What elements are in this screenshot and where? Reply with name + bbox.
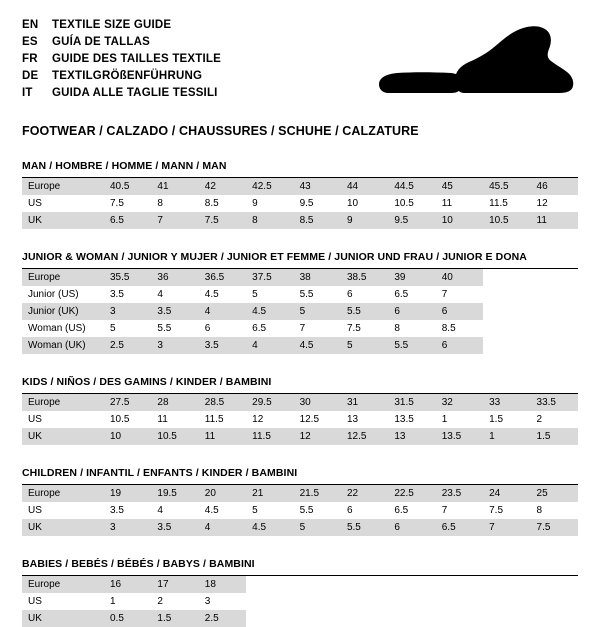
- cell: 31.5: [388, 394, 435, 411]
- cell: 7: [294, 320, 341, 337]
- size-table: [22, 576, 578, 627]
- size-group-junior-woman: [22, 251, 578, 354]
- cell: [531, 593, 578, 610]
- cell: [294, 610, 341, 627]
- cell: 5.5: [294, 286, 341, 303]
- cell: 36: [151, 269, 198, 286]
- cell: 3.5: [151, 519, 198, 536]
- cell: [483, 610, 530, 627]
- cell: 32: [436, 394, 483, 411]
- row-label: UK: [22, 610, 104, 627]
- cell: 8.5: [199, 195, 246, 212]
- cell: 13: [388, 428, 435, 445]
- group-heading: MAN / HOMBRE / HOMME / MANN / MAN: [22, 160, 578, 178]
- cell: 11.5: [483, 195, 530, 212]
- cell: 6: [436, 303, 483, 320]
- cell: 41: [151, 178, 198, 195]
- size-table: [22, 178, 578, 229]
- cell: [483, 593, 530, 610]
- cell: 5.5: [341, 303, 388, 320]
- cell: 5.5: [341, 519, 388, 536]
- cell: 4.5: [246, 303, 293, 320]
- cell: 5: [294, 303, 341, 320]
- cell: 4: [199, 519, 246, 536]
- cell: [531, 576, 578, 593]
- cell: [436, 593, 483, 610]
- language-code: ES: [22, 36, 38, 48]
- row-label: Europe: [22, 178, 104, 195]
- cell: [483, 337, 530, 354]
- row-label: UK: [22, 428, 104, 445]
- cell: 7: [436, 286, 483, 303]
- table-row: [22, 411, 578, 428]
- table-row: [22, 269, 578, 286]
- cell: 20: [199, 485, 246, 502]
- cell: 2.5: [104, 337, 151, 354]
- row-label: US: [22, 195, 104, 212]
- group-heading: BABIES / BEBÉS / BÉBÉS / BABYS / BAMBINI: [22, 558, 578, 576]
- cell: [388, 576, 435, 593]
- cell: 13: [341, 411, 388, 428]
- cell: 12: [294, 428, 341, 445]
- cell: 39: [388, 269, 435, 286]
- cell: 6: [436, 337, 483, 354]
- cell: 1: [104, 593, 151, 610]
- cell: [294, 576, 341, 593]
- cell: 9.5: [388, 212, 435, 229]
- cell: 12: [246, 411, 293, 428]
- table-row: [22, 195, 578, 212]
- cell: 22.5: [388, 485, 435, 502]
- cell: 42: [199, 178, 246, 195]
- cell: 21: [246, 485, 293, 502]
- cell: 28.5: [199, 394, 246, 411]
- cell: 12: [531, 195, 578, 212]
- cell: 4: [199, 303, 246, 320]
- cell: 10.5: [104, 411, 151, 428]
- cell: [246, 576, 293, 593]
- cell: 16: [104, 576, 151, 593]
- group-heading: CHILDREN / INFANTIL / ENFANTS / KINDER / BAMBINI: [22, 467, 578, 485]
- cell: [483, 269, 530, 286]
- cell: 30: [294, 394, 341, 411]
- row-label: Europe: [22, 269, 104, 286]
- language-code: FR: [22, 53, 38, 65]
- cell: 3.5: [199, 337, 246, 354]
- cell: 2: [531, 411, 578, 428]
- language-code: IT: [22, 87, 33, 99]
- dress-shoe-icon: [359, 18, 574, 110]
- cell: 13.5: [436, 428, 483, 445]
- table-row: [22, 212, 578, 229]
- cell: 6.5: [388, 502, 435, 519]
- table-row: [22, 593, 578, 610]
- cell: 1.5: [151, 610, 198, 627]
- cell: 21.5: [294, 485, 341, 502]
- cell: [341, 593, 388, 610]
- cell: 8: [531, 502, 578, 519]
- size-group-babies: [22, 558, 578, 627]
- cell: 28: [151, 394, 198, 411]
- cell: [341, 576, 388, 593]
- cell: 7.5: [341, 320, 388, 337]
- cell: 38.5: [341, 269, 388, 286]
- table-row: [22, 178, 578, 195]
- cell: 10.5: [151, 428, 198, 445]
- size-group-kids: [22, 376, 578, 445]
- row-label: Europe: [22, 485, 104, 502]
- cell: 7.5: [531, 519, 578, 536]
- cell: 11.5: [246, 428, 293, 445]
- row-label: Junior (UK): [22, 303, 104, 320]
- cell: 7: [151, 212, 198, 229]
- row-label: Europe: [22, 576, 104, 593]
- cell: 33.5: [531, 394, 578, 411]
- cell: 29.5: [246, 394, 293, 411]
- cell: 11: [531, 212, 578, 229]
- language-title-list: [22, 18, 221, 101]
- page-title: FOOTWEAR / CALZADO / CHAUSSURES / SCHUHE / CALZATURE: [22, 124, 419, 138]
- cell: 45.5: [483, 178, 530, 195]
- cell: [531, 286, 578, 303]
- cell: 27.5: [104, 394, 151, 411]
- cell: 10.5: [388, 195, 435, 212]
- table-row: [22, 394, 578, 411]
- group-heading: JUNIOR & WOMAN / JUNIOR Y MUJER / JUNIOR ET FEMME / JUNIOR UND FRAU / JUNIOR E DONA: [22, 251, 578, 269]
- cell: 3.5: [104, 286, 151, 303]
- cell: 8: [151, 195, 198, 212]
- cell: 8: [388, 320, 435, 337]
- cell: [531, 337, 578, 354]
- table-row: [22, 576, 578, 593]
- cell: 8.5: [436, 320, 483, 337]
- cell: [531, 610, 578, 627]
- row-label: US: [22, 502, 104, 519]
- size-group-children: [22, 467, 578, 536]
- cell: 3: [199, 593, 246, 610]
- table-row: [22, 502, 578, 519]
- cell: 45: [436, 178, 483, 195]
- language-row: [22, 18, 221, 33]
- cell: 5: [104, 320, 151, 337]
- cell: 2.5: [199, 610, 246, 627]
- cell: 12.5: [341, 428, 388, 445]
- cell: 44: [341, 178, 388, 195]
- cell: [483, 576, 530, 593]
- cell: 7.5: [104, 195, 151, 212]
- table-row: [22, 428, 578, 445]
- table-row: [22, 320, 578, 337]
- cell: [531, 269, 578, 286]
- cell: 6.5: [104, 212, 151, 229]
- cell: 7: [436, 502, 483, 519]
- cell: 11: [199, 428, 246, 445]
- cell: 5: [294, 519, 341, 536]
- row-label: US: [22, 411, 104, 428]
- cell: [531, 303, 578, 320]
- cell: 5: [246, 286, 293, 303]
- cell: 3: [104, 519, 151, 536]
- cell: 9: [246, 195, 293, 212]
- language-title: GUÍA DE TALLAS: [52, 36, 150, 48]
- cell: 4.5: [294, 337, 341, 354]
- cell: [483, 320, 530, 337]
- cell: 18: [199, 576, 246, 593]
- cell: 11.5: [199, 411, 246, 428]
- cell: 38: [294, 269, 341, 286]
- cell: 4.5: [246, 519, 293, 536]
- cell: 44.5: [388, 178, 435, 195]
- cell: 10: [436, 212, 483, 229]
- cell: 3.5: [104, 502, 151, 519]
- cell: 9.5: [294, 195, 341, 212]
- cell: 25: [531, 485, 578, 502]
- cell: 5: [246, 502, 293, 519]
- language-code: DE: [22, 70, 39, 82]
- size-table: [22, 485, 578, 536]
- cell: [436, 610, 483, 627]
- cell: 8.5: [294, 212, 341, 229]
- cell: 17: [151, 576, 198, 593]
- table-row: [22, 303, 578, 320]
- row-label: US: [22, 593, 104, 610]
- cell: 1.5: [531, 428, 578, 445]
- cell: 4.5: [199, 502, 246, 519]
- cell: 40: [436, 269, 483, 286]
- cell: [388, 610, 435, 627]
- cell: 5.5: [388, 337, 435, 354]
- cell: 3: [151, 337, 198, 354]
- cell: 7: [483, 519, 530, 536]
- cell: 23.5: [436, 485, 483, 502]
- cell: 5.5: [151, 320, 198, 337]
- cell: 1: [436, 411, 483, 428]
- cell: 6.5: [246, 320, 293, 337]
- cell: 6.5: [388, 286, 435, 303]
- cell: 5: [341, 337, 388, 354]
- cell: [246, 610, 293, 627]
- cell: 4: [151, 502, 198, 519]
- cell: 6: [199, 320, 246, 337]
- cell: 11: [436, 195, 483, 212]
- cell: [436, 576, 483, 593]
- cell: 2: [151, 593, 198, 610]
- cell: 8: [246, 212, 293, 229]
- cell: 3.5: [151, 303, 198, 320]
- table-row: [22, 286, 578, 303]
- cell: 33: [483, 394, 530, 411]
- cell: 22: [341, 485, 388, 502]
- cell: 7.5: [199, 212, 246, 229]
- cell: 31: [341, 394, 388, 411]
- cell: 42.5: [246, 178, 293, 195]
- cell: 3: [104, 303, 151, 320]
- language-row: [22, 52, 221, 67]
- size-group-man: [22, 160, 578, 229]
- table-row: [22, 485, 578, 502]
- cell: 12.5: [294, 411, 341, 428]
- cell: 37.5: [246, 269, 293, 286]
- cell: [294, 593, 341, 610]
- cell: 4.5: [199, 286, 246, 303]
- cell: 11: [151, 411, 198, 428]
- row-label: UK: [22, 212, 104, 229]
- cell: 1: [483, 428, 530, 445]
- cell: 1.5: [483, 411, 530, 428]
- cell: 19: [104, 485, 151, 502]
- row-label: Junior (US): [22, 286, 104, 303]
- table-row: [22, 610, 578, 627]
- language-title: GUIDA ALLE TAGLIE TESSILI: [52, 87, 218, 99]
- cell: [483, 286, 530, 303]
- language-title: TEXTILGRÖßENFÜHRUNG: [52, 70, 203, 82]
- cell: 6: [388, 519, 435, 536]
- group-heading: KIDS / NIÑOS / DES GAMINS / KINDER / BAMBINI: [22, 376, 578, 394]
- cell: [483, 303, 530, 320]
- cell: 19.5: [151, 485, 198, 502]
- cell: 13.5: [388, 411, 435, 428]
- language-row: [22, 69, 221, 84]
- cell: 46: [531, 178, 578, 195]
- size-table: [22, 269, 578, 354]
- cell: 24: [483, 485, 530, 502]
- language-row: [22, 35, 221, 50]
- cell: 6: [341, 502, 388, 519]
- cell: [246, 593, 293, 610]
- cell: 4: [246, 337, 293, 354]
- row-label: Woman (US): [22, 320, 104, 337]
- cell: 10.5: [483, 212, 530, 229]
- language-row: [22, 86, 221, 101]
- language-code: EN: [22, 19, 39, 31]
- cell: 6.5: [436, 519, 483, 536]
- row-label: Europe: [22, 394, 104, 411]
- cell: 9: [341, 212, 388, 229]
- cell: 10: [104, 428, 151, 445]
- cell: 7.5: [483, 502, 530, 519]
- row-label: UK: [22, 519, 104, 536]
- cell: 0.5: [104, 610, 151, 627]
- cell: 40.5: [104, 178, 151, 195]
- cell: 6: [341, 286, 388, 303]
- cell: 35.5: [104, 269, 151, 286]
- cell: 36.5: [199, 269, 246, 286]
- language-title: GUIDE DES TAILLES TEXTILE: [52, 53, 221, 65]
- cell: 43: [294, 178, 341, 195]
- table-row: [22, 337, 578, 354]
- cell: 4: [151, 286, 198, 303]
- cell: [388, 593, 435, 610]
- cell: [531, 320, 578, 337]
- language-title: TEXTILE SIZE GUIDE: [52, 19, 172, 31]
- size-table: [22, 394, 578, 445]
- row-label: Woman (UK): [22, 337, 104, 354]
- table-row: [22, 519, 578, 536]
- cell: 5.5: [294, 502, 341, 519]
- cell: 6: [388, 303, 435, 320]
- cell: [341, 610, 388, 627]
- cell: 10: [341, 195, 388, 212]
- page-header: [22, 18, 578, 110]
